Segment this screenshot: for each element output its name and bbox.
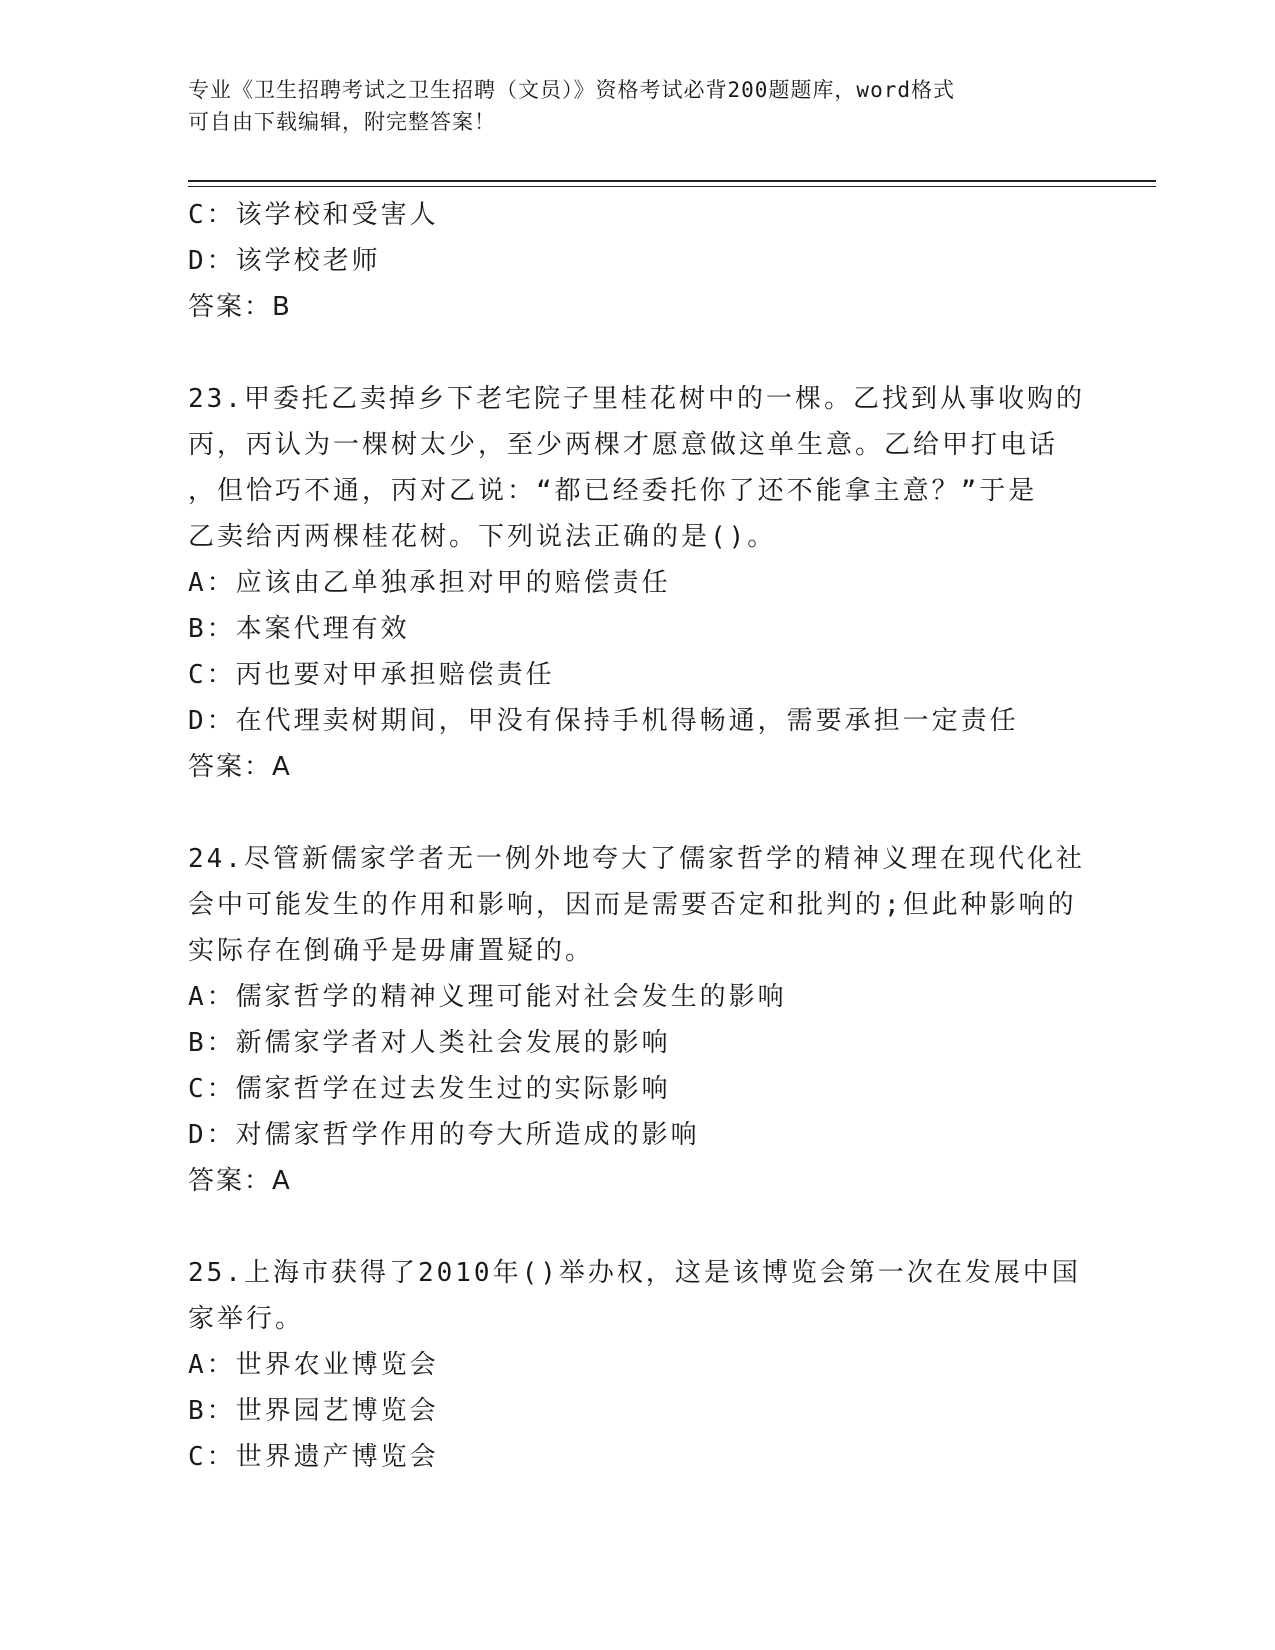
question-list	[188, 192, 1088, 1480]
option-c: C：丙也要对甲承担赔偿责任	[188, 660, 555, 690]
spacer	[188, 330, 1088, 376]
question-25	[188, 1250, 1088, 1480]
header-rule-thin	[188, 186, 1156, 187]
question-text-line: 丙，丙认为一棵树太少，至少两棵才愿意做这单生意。乙给甲打电话	[188, 430, 1059, 460]
question-22-tail	[188, 192, 1088, 330]
option-b: B：新儒家学者对人类社会发展的影响	[188, 1028, 671, 1058]
option-a: A：世界农业博览会	[188, 1350, 439, 1380]
option-a: A：应该由乙单独承担对甲的赔偿责任	[188, 568, 671, 598]
spacer	[188, 1204, 1088, 1250]
question-text-line: 24.尽管新儒家学者无一例外地夸大了儒家哲学的精神义理在现代化社	[188, 844, 1085, 874]
option-d: D：该学校老师	[188, 246, 381, 276]
question-text-line: 会中可能发生的作用和影响，因而是需要否定和批判的;但此种影响的	[188, 890, 1077, 920]
question-text-line: 25.上海市获得了2010年()举办权，这是该博览会第一次在发展中国	[188, 1258, 1081, 1288]
answer-line: 答案：A	[188, 1166, 292, 1196]
option-b: B：本案代理有效	[188, 614, 410, 644]
answer-line: 答案：B	[188, 292, 292, 322]
document-header	[188, 74, 1068, 138]
option-a: A：儒家哲学的精神义理可能对社会发生的影响	[188, 982, 787, 1012]
question-text-line: 23.甲委托乙卖掉乡下老宅院子里桂花树中的一棵。乙找到从事收购的	[188, 384, 1085, 414]
header-line-1: 专业《卫生招聘考试之卫生招聘（文员）》资格考试必背200题题库，word格式	[188, 78, 955, 102]
question-text-line: 实际存在倒确乎是毋庸置疑的。	[188, 936, 595, 966]
option-c: C：世界遗产博览会	[188, 1442, 439, 1472]
spacer	[188, 790, 1088, 836]
question-23	[188, 376, 1088, 790]
option-d: D：对儒家哲学作用的夸大所造成的影响	[188, 1120, 700, 1150]
question-24	[188, 836, 1088, 1204]
option-d: D：在代理卖树期间，甲没有保持手机得畅通，需要承担一定责任	[188, 706, 1019, 736]
option-b: B：世界园艺博览会	[188, 1396, 439, 1426]
option-c: C：儒家哲学在过去发生过的实际影响	[188, 1074, 671, 1104]
header-line-2: 可自由下载编辑，附完整答案！	[188, 110, 496, 134]
question-text-line: 乙卖给丙两棵桂花树。下列说法正确的是()。	[188, 522, 777, 552]
question-text-line: 家举行。	[188, 1304, 305, 1334]
option-c: C：该学校和受害人	[188, 200, 439, 230]
header-rule-thick	[188, 180, 1156, 182]
question-text-line: ，但恰巧不通，丙对乙说：“都已经委托你了还不能拿主意？”于是	[188, 476, 1038, 506]
answer-line: 答案：A	[188, 752, 292, 782]
